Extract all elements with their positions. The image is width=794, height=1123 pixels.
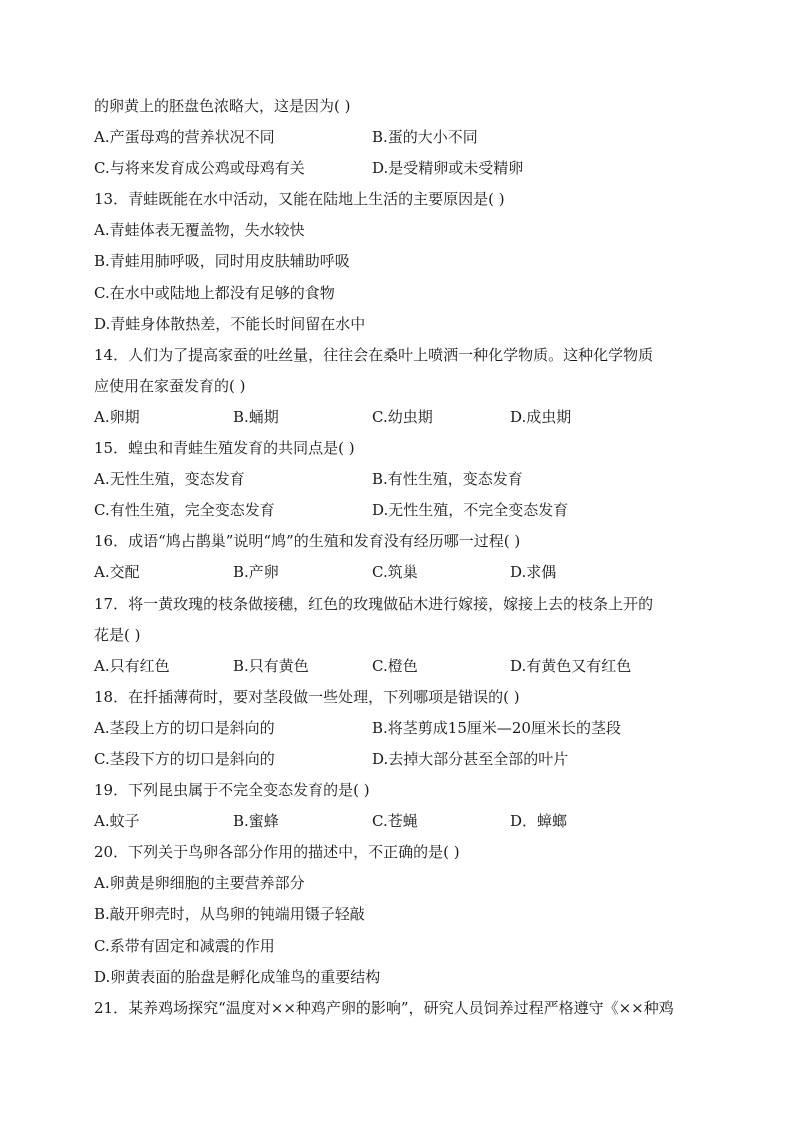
text-line: 16．成语“鸠占鹊巢”说明“鸠”的生殖和发育没有经历哪一过程( ) [94, 532, 521, 551]
answer-option: C.橙色 [372, 656, 418, 675]
answer-options-row [94, 744, 704, 775]
answer-option: C.筑巢 [372, 563, 418, 582]
answer-option: B.将茎剪成15厘米—20厘米长的茎段 [372, 718, 621, 737]
answer-option: B.有性生殖，变态发育 [372, 470, 523, 489]
text-line: C.系带有固定和减震的作用 [94, 936, 275, 955]
answer-option: A.卵期 [94, 407, 140, 426]
answer-option: B.蜜蜂 [233, 812, 279, 831]
answer-options-row [94, 713, 704, 744]
answer-option: A.只有红色 [94, 656, 170, 675]
text-line: 20．下列关于鸟卵各部分作用的描述中，不正确的是( ) [94, 843, 460, 862]
answer-option: B.产卵 [233, 563, 279, 582]
text-line: A.青蛙体表无覆盖物，失水较快 [94, 221, 305, 240]
text-line: 花是( ) [94, 625, 141, 644]
text-line: B.青蛙用肺呼吸，同时用皮肤辅助呼吸 [94, 252, 350, 271]
text-line: 21．某养鸡场探究“温度对××种鸡产卵的影响”，研究人员饲养过程严格遵守《××种鸡 [94, 998, 674, 1017]
answer-option: C.茎段下方的切口是斜向的 [94, 749, 275, 768]
text-line: A.卵黄是卵细胞的主要营养部分 [94, 874, 305, 893]
answer-options-row [94, 651, 704, 682]
text-line: 17．将一黄玫瑰的枝条做接穗，红色的玫瑰做砧木进行嫁接，嫁接上去的枝条上开的 [94, 594, 654, 613]
text-line: 15．蝗虫和青蛙生殖发育的共同点是( ) [94, 439, 355, 458]
text-line: 19．下列昆虫属于不完全变态发育的是( ) [94, 781, 370, 800]
document-page [94, 91, 704, 1024]
answer-option: C.苍蝇 [372, 812, 418, 831]
answer-option: D.去掉大部分甚至全部的叶片 [372, 749, 569, 768]
text-line: D.青蛙身体散热差，不能长时间留在水中 [94, 314, 366, 333]
answer-option: D.无性生殖，不完全变态发育 [372, 501, 569, 520]
answer-options-row [94, 402, 704, 433]
answer-option: A.蚊子 [94, 812, 140, 831]
answer-options-row [94, 806, 704, 837]
answer-option: B.蛹期 [233, 407, 279, 426]
answer-option: D.求偶 [510, 563, 557, 582]
answer-options-row [94, 464, 704, 495]
answer-options-row [94, 122, 704, 153]
answer-option: D．蟑螂 [510, 812, 568, 831]
answer-options-row [94, 557, 704, 588]
answer-option: D.有黄色又有红色 [510, 656, 632, 675]
text-line: 应使用在家蚕发育的( ) [94, 376, 246, 395]
answer-options-row [94, 495, 704, 526]
text-line: 13．青蛙既能在水中活动，又能在陆地上生活的主要原因是( ) [94, 190, 505, 209]
answer-option: B.只有黄色 [233, 656, 309, 675]
answer-option: A.交配 [94, 563, 140, 582]
answer-option: C.幼虫期 [372, 407, 433, 426]
answer-option: A.产蛋母鸡的营养状况不同 [94, 128, 275, 147]
answer-option: D.成虫期 [510, 407, 572, 426]
answer-option: C.有性生殖，完全变态发育 [94, 501, 275, 520]
answer-option: C.与将来发育成公鸡或母鸡有关 [94, 159, 305, 178]
answer-options-row [94, 153, 704, 184]
answer-option: A.茎段上方的切口是斜向的 [94, 718, 275, 737]
text-line: 18．在扦插薄荷时，要对茎段做一些处理，下列哪项是错误的( ) [94, 687, 520, 706]
text-line: C.在水中或陆地上都没有足够的食物 [94, 283, 335, 302]
text-line: 14．人们为了提高家蚕的吐丝量，往往会在桑叶上喷洒一种化学物质。这种化学物质 [94, 345, 654, 364]
text-line: B.敲开卵壳时，从鸟卵的钝端用镊子轻敲 [94, 905, 365, 924]
answer-option: B.蛋的大小不同 [372, 128, 478, 147]
answer-option: A.无性生殖，变态发育 [94, 470, 245, 489]
text-line: 的卵黄上的胚盘色浓略大，这是因为( ) [94, 97, 351, 115]
answer-option: D.是受精卵或未受精卵 [372, 159, 524, 178]
text-line: D.卵黄表面的胎盘是孵化成雏鸟的重要结构 [94, 967, 381, 986]
